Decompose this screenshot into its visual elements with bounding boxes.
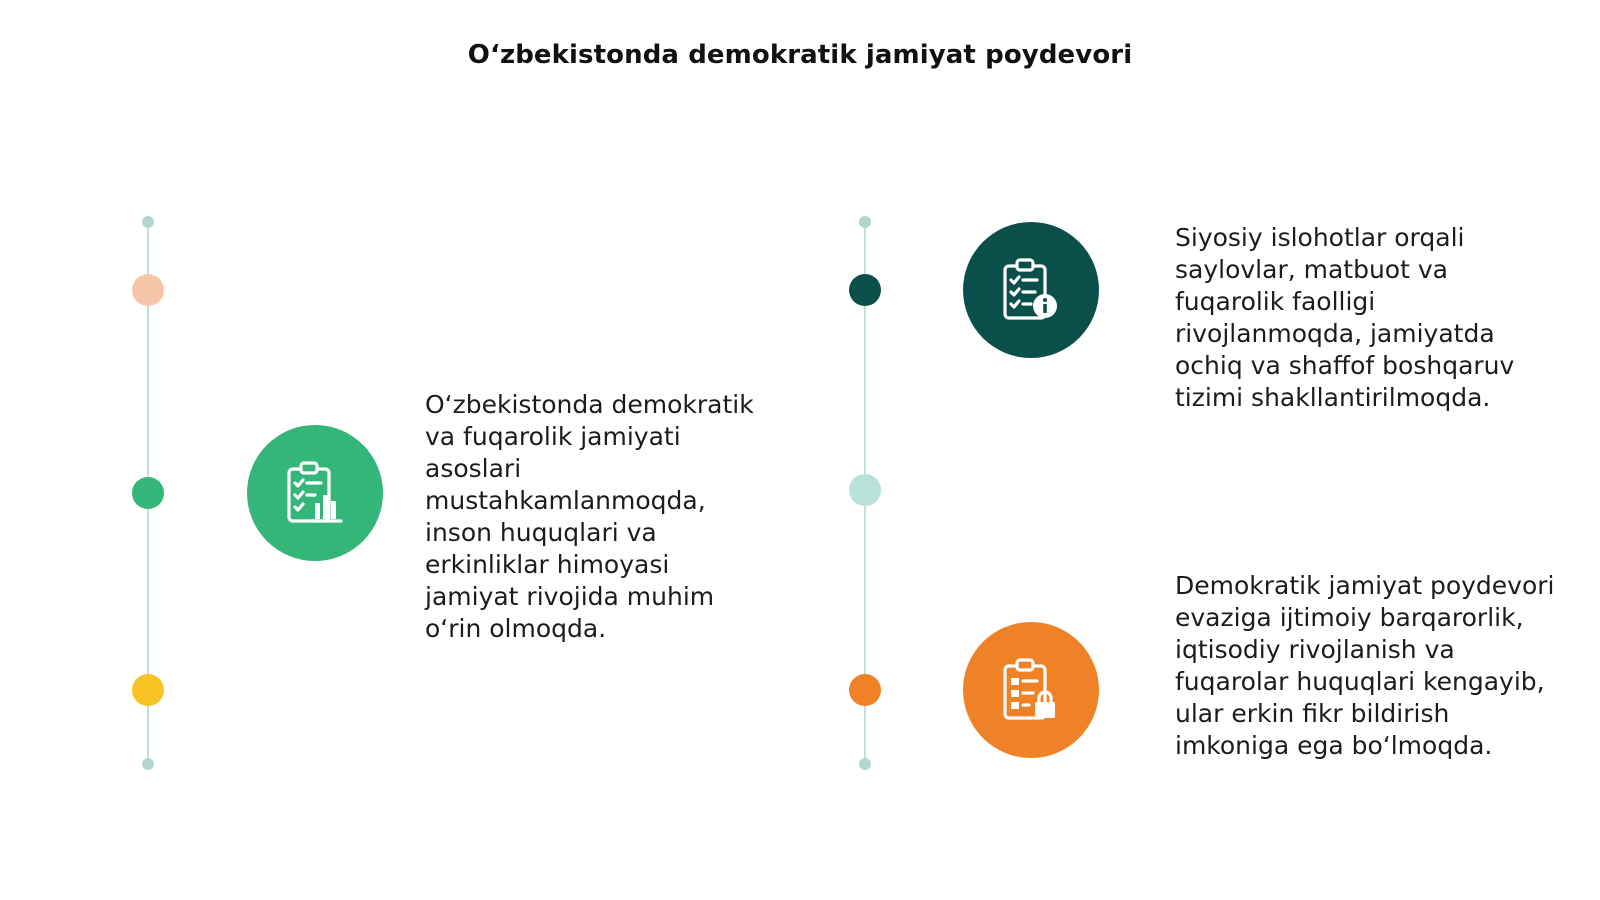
timeline-dot-peach (132, 274, 164, 306)
item-text: Demokratik jamiyat poydevori evaziga ijtimoiy barqarorlik, iqtisodiy rivojlanish va fuqarolar huquqlari kengayib, ular erkin fikr bildirish imkoniga ega bo‘lmoqda. (1175, 571, 1555, 760)
clipboard-info-icon (963, 222, 1099, 358)
timeline-dot-green (132, 477, 164, 509)
timeline-end-dot (142, 758, 154, 770)
timeline-dot-orange (849, 674, 881, 706)
clipboard-lock-icon (963, 622, 1099, 758)
timeline-dot-dark-teal (849, 274, 881, 306)
timeline-end-dot (859, 216, 871, 228)
slide-title: O‘zbekistonda demokratik jamiyat poydevori (467, 40, 1133, 70)
item-text: O‘zbekistonda demokratik va fuqarolik jamiyati asoslari mustahkamlanmoqda, inson huquqlari va erkinliklar himoyasi jamiyat rivojida muhim o‘rin olmoqda. (425, 390, 754, 643)
clipboard-chart-icon (247, 425, 383, 561)
timeline-end-dot (142, 216, 154, 228)
item-text: Siyosiy islohotlar orqali saylovlar, matbuot va fuqarolik faolligi rivojlanmoqda, jamiyatda ochiq va shaffof boshqaruv tizimi shakllantirilmoqda. (1175, 223, 1515, 412)
timeline-dot-light-teal (849, 474, 881, 506)
timeline-end-dot (859, 758, 871, 770)
timeline-dot-yellow (132, 674, 164, 706)
